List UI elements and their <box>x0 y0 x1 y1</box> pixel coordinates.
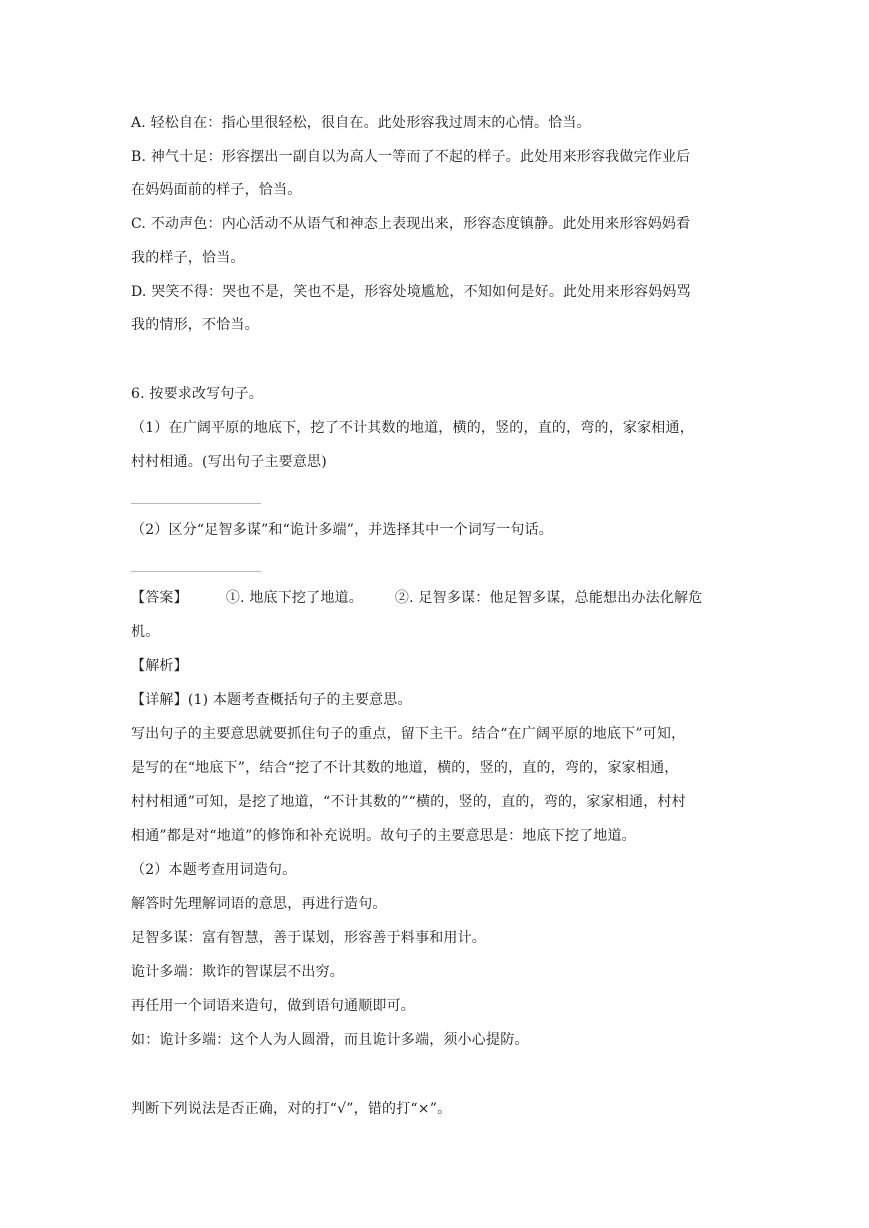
option-c-analysis-line-1: C. 不动声色：内心活动不从语气和神态上表现出来，形容态度镇静。此处用来形容妈妈看 <box>131 216 691 232</box>
option-b-analysis-line-2: 在妈妈面前的样子，恰当。 <box>131 182 302 198</box>
question-6-part-2: （2）区分“足智多谋”和“诡计多端”，并选择其中一个词写一句话。 <box>131 522 553 538</box>
question-6-part-1-line-1: （1）在广阔平原的地底下，挖了不计其数的地道，横的，竖的，直的，弯的，家家相通， <box>131 420 694 436</box>
explanation-line: 如：诡计多端：这个人为人圆滑，而且诡计多端，须小心提防。 <box>131 1032 529 1048</box>
question-6-part-1-line-2: 村村相通。(写出句子主要意思) <box>131 454 327 470</box>
answer-part-2: ②. 足智多谋：他足智多谋，总能想出办法化解危 <box>394 590 703 606</box>
explanation-line: 村村相通”可知，是挖了地道，“不计其数的”“横的，竖的，直的，弯的，家家相通，村村 <box>131 794 686 810</box>
option-c-analysis-line-2: 我的样子，恰当。 <box>131 250 245 266</box>
detail-heading-line <box>131 690 412 710</box>
explanation-line: 再任用一个词语来造句，做到语句通顺即可。 <box>131 998 415 1014</box>
answer-blank-line-2 <box>131 571 261 572</box>
analysis-label: 【解析】 <box>131 658 188 674</box>
answer-part-1: ①. 地底下挖了地道。 <box>225 590 363 606</box>
explanation-line: 解答时先理解词语的意思，再进行造句。 <box>131 896 387 912</box>
next-section-instruction: 判断下列说法是否正确，对的打“√”，错的打“×”。 <box>131 1101 452 1117</box>
answer-line-1 <box>131 588 702 608</box>
option-d-analysis-line-1: D. 哭笑不得：哭也不是，笑也不是，形容处境尴尬，不知如何是好。此处用来形容妈妈骂 <box>131 284 691 300</box>
explanation-line: 诡计多端：欺诈的智谋层不出穷。 <box>131 964 344 980</box>
answer-line-2: 机。 <box>131 624 160 640</box>
explanation-line: 相通”都是对“地道”的修饰和补充说明。故句子的主要意思是：地底下挖了地道。 <box>131 828 636 844</box>
explanation-line: （2）本题考查用词造句。 <box>131 862 297 878</box>
option-b-analysis-line-1: B. 神气十足：形容摆出一副自以为高人一等而了不起的样子。此处用来形容我做完作业后 <box>131 149 691 165</box>
question-6-title: 6. 按要求改写句子。 <box>131 386 264 402</box>
detail-label: 【详解】 <box>131 692 188 708</box>
answer-blank-line-1 <box>131 503 261 504</box>
explanation-line: 足智多谋：富有智慧，善于谋划，形容善于料事和用计。 <box>131 930 486 946</box>
detail-part-1: (1) 本题考查概括句子的主要意思。 <box>187 692 412 708</box>
option-a-analysis: A. 轻松自在：指心里很轻松，很自在。此处形容我过周末的心情。恰当。 <box>131 115 591 131</box>
option-d-analysis-line-2: 我的情形，不恰当。 <box>131 317 259 333</box>
answer-label: 【答案】 <box>131 590 188 606</box>
explanation-line: 是写的在“地底下”，结合“挖了不计其数的地道，横的，竖的，直的，弯的，家家相通， <box>131 760 679 776</box>
explanation-line: 写出句子的主要意思就要抓住句子的重点，留下主干。结合“在广阔平原的地底下”可知， <box>131 726 686 742</box>
